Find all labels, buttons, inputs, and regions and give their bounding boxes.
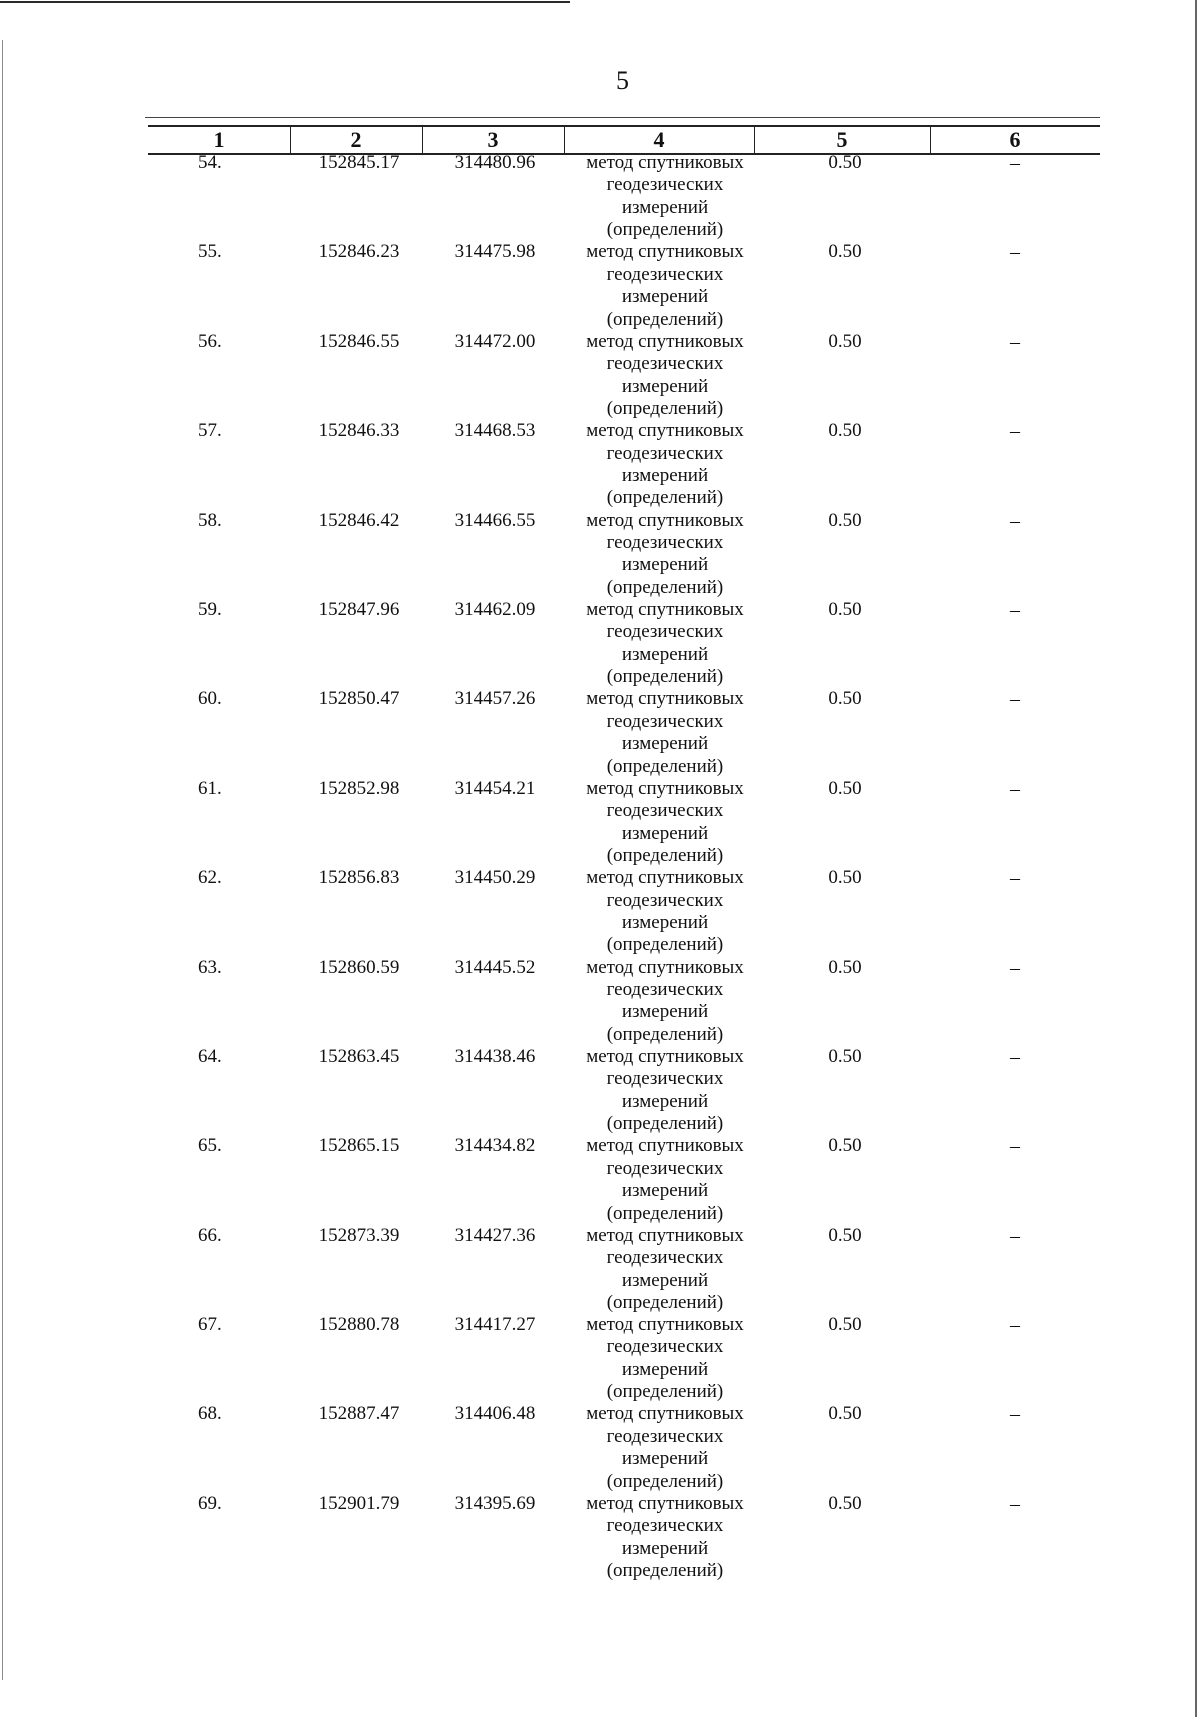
point-number: 65. [198,1135,222,1157]
point-number: 68. [198,1403,222,1425]
point-number: 66. [198,1224,222,1246]
method-line: метод спутниковых [586,688,744,710]
coordinate-x: 152863.45 [318,1045,400,1067]
method-line: метод спутниковых [586,777,744,799]
method-line: измерений [621,375,709,397]
method-line: измерений [621,286,709,308]
table-row [0,778,1200,867]
method-description [560,599,770,689]
method-description [560,1314,770,1404]
method-line: метод спутниковых [586,1492,744,1514]
accuracy-value: 0.50 [828,598,862,620]
header-col-6: 6 [1009,127,1021,152]
accuracy-value: 0.50 [828,152,862,173]
point-number: 59. [198,598,222,620]
method-description [560,420,770,510]
coordinate-y: 314472.00 [454,330,536,352]
method-line: измерений [621,196,709,218]
method-line: геодезических [606,1157,724,1179]
coordinate-y: 314406.48 [454,1403,536,1425]
table-row [0,1046,1200,1135]
accuracy-value: 0.50 [828,777,862,799]
method-line: геодезических [606,1247,724,1269]
point-number: 63. [198,956,222,978]
coordinate-y: 314445.52 [454,956,536,978]
point-number: 55. [198,241,222,263]
coordinate-x: 152846.33 [318,420,400,442]
method-line: геодезических [606,889,724,911]
method-line: метод спутниковых [586,330,744,352]
table-row [0,510,1200,599]
method-line: (определений) [606,755,724,777]
note-dash: – [1010,1224,1020,1247]
point-number: 67. [198,1314,222,1336]
method-line: измерений [621,1448,709,1470]
note-dash: – [1010,420,1020,443]
coordinate-y: 314450.29 [454,867,536,889]
method-line: измерений [621,464,709,486]
point-number: 60. [198,688,222,710]
method-description [560,1225,770,1315]
method-line: геодезических [606,353,724,375]
coordinate-y: 314466.55 [454,509,536,531]
coordinate-x: 152846.23 [318,241,400,263]
method-line: метод спутниковых [586,1135,744,1157]
method-line: измерений [621,1358,709,1380]
coordinate-y: 314438.46 [454,1045,536,1067]
coordinate-y: 314427.36 [454,1224,536,1246]
method-line: геодезических [606,442,724,464]
coordinate-x: 152873.39 [318,1224,400,1246]
method-line: метод спутниковых [586,1045,744,1067]
coordinate-y: 314434.82 [454,1135,536,1157]
scan-top-edge-line [0,1,570,3]
table-row [0,599,1200,688]
accuracy-value: 0.50 [828,867,862,889]
coordinate-x: 152852.98 [318,777,400,799]
method-line: (определений) [606,666,724,688]
accuracy-value: 0.50 [828,1224,862,1246]
method-line: метод спутниковых [586,956,744,978]
accuracy-value: 0.50 [828,1045,862,1067]
method-line: (определений) [606,1381,724,1403]
point-number: 54. [198,152,222,173]
method-line: геодезических [606,1515,724,1537]
table-row [0,241,1200,330]
method-description [560,1135,770,1225]
header-top-rule [145,117,1100,118]
method-description [560,1493,770,1583]
table-header [148,125,1100,155]
method-line: метод спутниковых [586,1314,744,1336]
coordinate-x: 152856.83 [318,867,400,889]
method-line: (определений) [606,1113,724,1135]
header-col-5: 5 [754,127,931,153]
coordinate-x: 152846.42 [318,509,400,531]
coordinate-y: 314462.09 [454,598,536,620]
method-line: измерений [621,1180,709,1202]
accuracy-value: 0.50 [828,1135,862,1157]
method-line: метод спутниковых [586,420,744,442]
method-line: метод спутниковых [586,152,744,173]
method-line: геодезических [606,263,724,285]
table-row [0,957,1200,1046]
method-line: метод спутниковых [586,1224,744,1246]
method-line: геодезических [606,621,724,643]
note-dash: – [1010,956,1020,979]
page-number: 5 [616,66,629,95]
coordinate-x: 152865.15 [318,1135,400,1157]
accuracy-value: 0.50 [828,509,862,531]
method-description [560,510,770,600]
note-dash: – [1010,152,1020,174]
method-line: метод спутниковых [586,598,744,620]
coordinate-y: 314475.98 [454,241,536,263]
method-line: (определений) [606,398,724,419]
note-dash: – [1010,330,1020,353]
point-number: 56. [198,330,222,352]
table-row [0,1314,1200,1403]
method-line: геодезических [606,1068,724,1090]
method-line: измерений [621,822,709,844]
method-line: метод спутниковых [586,509,744,531]
note-dash: – [1010,241,1020,264]
method-description [560,331,770,421]
method-line: (определений) [606,487,724,509]
accuracy-value: 0.50 [828,688,862,710]
header-col-3: 3 [422,127,565,153]
point-number: 58. [198,509,222,531]
coordinate-x: 152846.55 [318,330,400,352]
note-dash: – [1010,1492,1020,1515]
table-row [0,331,1200,420]
coordinate-y: 314454.21 [454,777,536,799]
coordinate-y: 314395.69 [454,1492,536,1514]
method-line: измерений [621,554,709,576]
method-line: метод спутниковых [586,867,744,889]
header-col-1: 1 [148,127,291,153]
point-number: 69. [198,1492,222,1514]
note-dash: – [1010,1403,1020,1426]
note-dash: – [1010,1314,1020,1337]
point-number: 62. [198,867,222,889]
method-line: измерений [621,733,709,755]
method-description [560,1046,770,1136]
method-line: измерений [621,1269,709,1291]
method-line: геодезических [606,174,724,196]
method-line: (определений) [606,844,724,866]
table-row [0,867,1200,956]
method-line: (определений) [606,1560,724,1582]
table-row [0,1493,1200,1582]
note-dash: – [1010,867,1020,890]
method-line: геодезических [606,710,724,732]
method-description [560,867,770,957]
method-description [560,152,770,242]
method-line: (определений) [606,1291,724,1313]
accuracy-value: 0.50 [828,1403,862,1425]
method-line: (определений) [606,219,724,241]
method-line: (определений) [606,1202,724,1224]
method-line: измерений [621,1537,709,1559]
coordinate-y: 314457.26 [454,688,536,710]
method-line: геодезических [606,531,724,553]
accuracy-value: 0.50 [828,420,862,442]
coordinate-x: 152847.96 [318,598,400,620]
coordinate-x: 152901.79 [318,1492,400,1514]
note-dash: – [1010,777,1020,800]
method-description [560,778,770,868]
point-number: 64. [198,1045,222,1067]
note-dash: – [1010,1045,1020,1068]
table-row [0,1403,1200,1492]
accuracy-value: 0.50 [828,1314,862,1336]
accuracy-value: 0.50 [828,241,862,263]
accuracy-value: 0.50 [828,1492,862,1514]
table-body [0,152,1200,1582]
method-line: геодезических [606,800,724,822]
note-dash: – [1010,509,1020,532]
table-row [0,688,1200,777]
method-description [560,241,770,331]
method-line: измерений [621,911,709,933]
header-col-4: 4 [564,127,755,153]
point-number: 61. [198,777,222,799]
table-row [0,152,1200,241]
table-row [0,1135,1200,1224]
point-number: 57. [198,420,222,442]
coordinate-y: 314480.96 [454,152,536,173]
table-row [0,1225,1200,1314]
coordinate-y: 314468.53 [454,420,536,442]
method-description [560,688,770,778]
method-line: измерений [621,1001,709,1023]
method-line: (определений) [606,1470,724,1492]
coordinate-x: 152850.47 [318,688,400,710]
coordinate-x: 152845.17 [318,152,400,173]
table-row [0,420,1200,509]
method-line: измерений [621,1090,709,1112]
header-col-2: 2 [290,127,423,153]
method-line: метод спутниковых [586,1403,744,1425]
coordinate-x: 152887.47 [318,1403,400,1425]
accuracy-value: 0.50 [828,956,862,978]
method-line: (определений) [606,308,724,330]
accuracy-value: 0.50 [828,330,862,352]
coordinate-x: 152860.59 [318,956,400,978]
note-dash: – [1010,598,1020,621]
method-description [560,1403,770,1493]
method-line: геодезических [606,1336,724,1358]
note-dash: – [1010,688,1020,711]
coordinate-x: 152880.78 [318,1314,400,1336]
method-line: (определений) [606,1023,724,1045]
method-line: геодезических [606,1425,724,1447]
coordinate-y: 314417.27 [454,1314,536,1336]
method-line: измерений [621,643,709,665]
method-line: (определений) [606,934,724,956]
method-description [560,957,770,1047]
method-line: метод спутниковых [586,241,744,263]
method-line: (определений) [606,576,724,598]
method-line: геодезических [606,978,724,1000]
note-dash: – [1010,1135,1020,1158]
